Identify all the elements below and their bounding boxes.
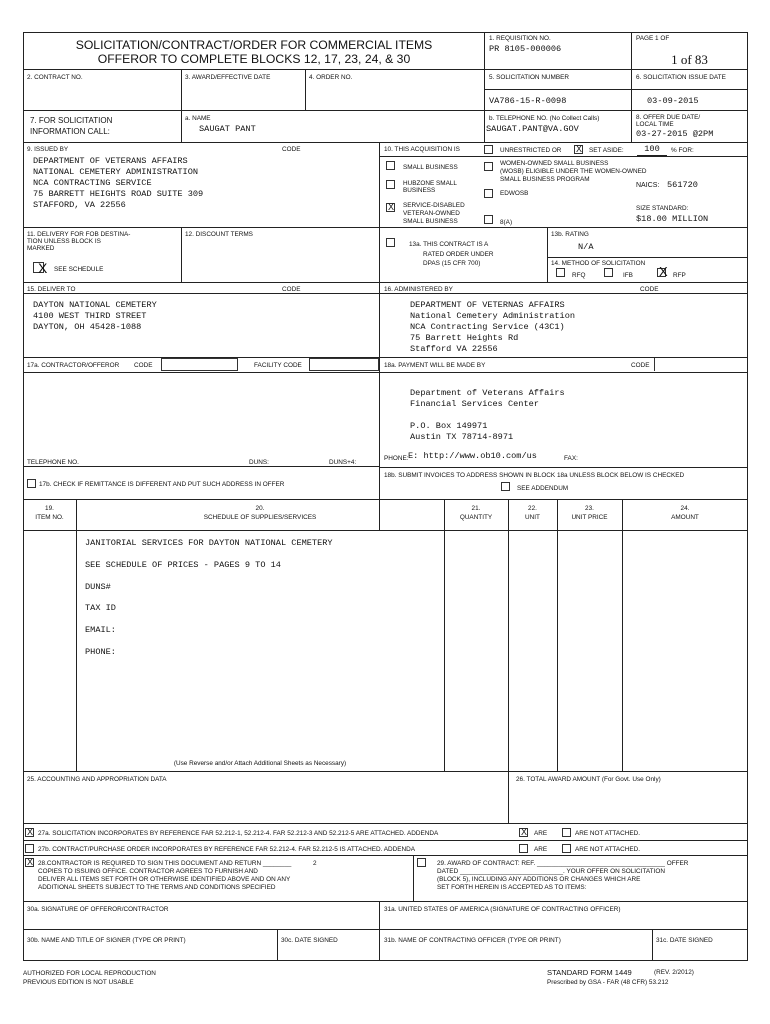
col-schedule-num: 20.	[255, 505, 265, 512]
rule	[23, 142, 748, 143]
administered-by-line[interactable]: Stafford VA 22556	[410, 344, 498, 354]
payment-code-label: CODE	[631, 362, 650, 369]
administered-by-code-label: CODE	[640, 286, 659, 293]
col-quantity-header: QUANTITY	[459, 514, 493, 521]
remittance-checkbox[interactable]	[27, 479, 36, 488]
rfp-label: RFP	[673, 272, 686, 279]
rfp-check-mark: X	[659, 264, 668, 279]
rule	[23, 110, 748, 111]
name-value[interactable]: SAUGAT PANT	[199, 124, 256, 134]
rule	[444, 499, 445, 771]
see-addendum-label: SEE ADDENDUM	[517, 485, 569, 492]
phone-label: PHONE:	[384, 455, 409, 462]
payment-line[interactable]: Austin TX 78714-8971	[410, 432, 514, 442]
col-amount-header: AMOUNT	[671, 514, 699, 521]
naics-value[interactable]: 561720	[667, 180, 698, 190]
far-27b-are-not-label: ARE NOT ATTACHED.	[575, 846, 640, 853]
rule	[76, 499, 77, 771]
see-schedule-label: SEE SCHEDULE	[54, 266, 104, 273]
fob-label: 11. DELIVERY FOR FOB DESTINA-	[27, 231, 131, 238]
hubzone-checkbox[interactable]	[386, 180, 395, 189]
payment-line[interactable]: Department of Veterans Affairs	[410, 388, 565, 398]
block28-copies-value[interactable]: 2	[313, 860, 317, 867]
unrestricted-label: UNRESTRICTED OR	[500, 147, 562, 154]
rule	[277, 929, 278, 961]
solicitation-no-label: 5. SOLICITATION NUMBER	[489, 74, 570, 81]
issue-date-value[interactable]: 03-09-2015	[647, 96, 699, 106]
col-schedule-header: SCHEDULE OF SUPPLIES/SERVICES	[203, 514, 317, 521]
requisition-no-label: 1. REQUISITION NO.	[489, 35, 551, 42]
far-27b-are-checkbox[interactable]	[519, 844, 528, 853]
for-solicitation-label-2: INFORMATION CALL:	[30, 127, 110, 136]
rule	[23, 282, 748, 283]
col-amount-num: 24.	[680, 505, 690, 512]
payment-code-field[interactable]	[654, 358, 749, 371]
block28-line: ADDITIONAL SHEETS SUBJECT TO THE TERMS AND CONDITIONS SPECIFIED	[38, 884, 276, 891]
hubzone-label: HUBZONE SMALL	[403, 180, 457, 187]
schedule-item[interactable]: JANITORIAL SERVICES FOR DAYTON NATIONAL CEMETERY	[85, 538, 333, 548]
rule	[23, 823, 748, 824]
col-item-no-num: 19.	[45, 505, 54, 512]
rule	[547, 257, 748, 258]
facility-code-label: FACILITY CODE	[254, 362, 302, 369]
block28-line: DELIVER ALL ITEMS SET FORTH OR OTHERWISE IDENTIFIED ABOVE AND ON ANY	[38, 876, 291, 883]
rated-order-checkbox[interactable]	[386, 238, 395, 247]
requisition-no-value[interactable]: PR 8105-000006	[489, 44, 562, 54]
set-aside-check-mark: X	[576, 144, 583, 154]
sdvosb-check-mark: X	[388, 202, 395, 212]
wosb-label: WOMEN-OWNED SMALL BUSINESS	[500, 160, 609, 167]
rule	[379, 901, 380, 961]
far-27b-are-label: ARE	[534, 846, 548, 853]
footer-previous-edition: PREVIOUS EDITION IS NOT USABLE	[23, 979, 134, 986]
rating-label: 13b. RATING	[551, 231, 589, 238]
see-schedule-check-mark: X	[38, 260, 48, 276]
offeror-signature-label: 30a. SIGNATURE OF OFFEROR/CONTRACTOR	[27, 906, 169, 913]
rule	[23, 929, 748, 930]
sdvosb-label-3: SMALL BUSINESS	[403, 218, 458, 225]
offer-due-label: 8. OFFER DUE DATE/	[636, 114, 701, 121]
page-of-label: PAGE 1 OF	[636, 35, 670, 42]
far-27a-are-not-checkbox[interactable]	[562, 828, 571, 837]
for-solicitation-label: 7. FOR SOLICITATION	[30, 116, 113, 125]
rated-order-label: 13a. THIS CONTRACT IS A	[409, 241, 489, 248]
schedule-item[interactable]: PHONE:	[85, 647, 116, 657]
hubzone-label-2: BUSINESS	[403, 187, 436, 194]
issued-by-code-label: CODE	[282, 146, 301, 153]
contractor-label: 17a. CONTRACTOR/OFFEROR	[27, 362, 120, 369]
form-subtitle: OFFEROR TO COMPLETE BLOCKS 12, 17, 23, 24, & 30	[97, 52, 411, 66]
co-date-label: 31c. DATE SIGNED	[656, 937, 713, 944]
set-aside-label: SET ASIDE:	[589, 147, 624, 154]
far-27b-checkbox[interactable]	[25, 844, 34, 853]
telephone-no-label: TELEPHONE NO.	[27, 459, 79, 466]
deliver-to-line[interactable]: DAYTON, OH 45428-1088	[33, 322, 142, 332]
issued-by-line[interactable]: 75 BARRETT HEIGHTS ROAD SUITE 309	[33, 189, 204, 199]
col-unit-price-header: UNIT PRICE	[571, 514, 608, 521]
payment-line[interactable]: P.O. Box 149971	[410, 421, 488, 431]
edwosb-label: EDWOSB	[500, 190, 529, 197]
size-standard-label: SIZE STANDARD:	[636, 205, 689, 212]
form-title: SOLICITATION/CONTRACT/ORDER FOR COMMERCIAL ITEMS	[75, 38, 433, 52]
block28-line: 28.CONTRACTOR IS REQUIRED TO SIGN THIS DOCUMENT AND RETURN ________	[38, 860, 292, 867]
far-27a-label: 27a. SOLICITATION INCORPORATES BY REFERENCE FAR 52.212-1, 52.212-4. FAR 52.212-3 AND 52.212-5 ARE ATTACHED. ADDENDA	[38, 830, 439, 837]
total-award-label: 26. TOTAL AWARD AMOUNT (For Govt. Use Only)	[516, 776, 661, 783]
schedule-note: (Use Reverse and/or Attach Additional Sheets as Necessary)	[173, 760, 347, 767]
footer-revision: (REV. 2/2012)	[654, 969, 694, 976]
wosb-label-2: (WOSB) ELIGIBLE UNDER THE WOMEN-OWNED	[500, 168, 647, 175]
phone-value[interactable]: E: http://www.ob10.com/us	[408, 451, 537, 461]
method-label: 14. METHOD OF SOLICITATION	[551, 260, 646, 267]
rule	[508, 499, 509, 771]
col-quantity-num: 21.	[471, 505, 481, 512]
issue-date-label: 6. SOLICITATION ISSUE DATE	[636, 74, 726, 81]
footer-form-number: STANDARD FORM 1449	[547, 968, 632, 977]
schedule-item[interactable]: DUNS#	[85, 582, 111, 592]
deliver-to-code-label: CODE	[282, 286, 301, 293]
block29-checkbox[interactable]	[417, 858, 426, 867]
set-aside-percent-value: 100	[644, 144, 660, 154]
contractor-code-label: CODE	[134, 362, 153, 369]
rule	[181, 227, 182, 282]
page-count[interactable]: 1 of 83	[671, 52, 708, 67]
ifb-label: IFB	[623, 272, 633, 279]
offer-due-label-2: LOCAL TIME	[636, 121, 674, 128]
sdvosb-label: SERVICE-DISABLED	[403, 202, 465, 209]
col-item-no-header: ITEM NO.	[35, 514, 64, 521]
col-unit-num: 22.	[528, 505, 537, 512]
remittance-label: 17b. CHECK IF REMITTANCE IS DIFFERENT AND PUT SUCH ADDRESS IN OFFER	[39, 481, 285, 488]
rated-order-label-3: DPAS (15 CFR 700)	[423, 260, 481, 267]
accounting-label: 25. ACCOUNTING AND APPROPRIATION DATA	[27, 776, 167, 783]
far-27a-check-mark: X	[27, 827, 34, 837]
rule	[379, 142, 380, 530]
rule	[622, 499, 623, 771]
signer-date-label: 30c. DATE SIGNED	[281, 937, 338, 944]
rated-order-label-2: RATED ORDER UNDER	[423, 251, 494, 258]
percent-for-label: % FOR:	[671, 147, 694, 154]
edwosb-checkbox[interactable]	[484, 189, 493, 198]
block29-line: SET FORTH HEREIN IS ACCEPTED AS TO ITEMS:	[437, 884, 587, 891]
rule	[508, 771, 509, 823]
deliver-to-line[interactable]: DAYTON NATIONAL CEMETERY	[33, 300, 157, 310]
size-standard-value[interactable]: $18.00 MILLION	[636, 214, 709, 224]
small-business-label: SMALL BUSINESS	[403, 164, 458, 171]
rule	[23, 840, 748, 841]
rule	[23, 372, 748, 373]
issued-by-line[interactable]: NCA CONTRACTING SERVICE	[33, 178, 152, 188]
contract-no-label: 2. CONTRACT NO.	[27, 74, 83, 81]
rule	[379, 467, 748, 468]
far-27a-are-not-label: ARE NOT ATTACHED.	[575, 830, 640, 837]
unrestricted-checkbox[interactable]	[484, 145, 493, 154]
sdvosb-label-2: VETERAN-OWNED	[403, 210, 460, 217]
rule	[23, 499, 748, 500]
administered-by-line[interactable]: 75 Barrett Heights Rd	[410, 333, 519, 343]
rule	[557, 499, 558, 771]
administered-by-line[interactable]: NCA Contracting Service (43C1)	[410, 322, 565, 332]
co-name-label: 31b. NAME OF CONTRACTING OFFICER (TYPE OR PRINT)	[384, 937, 561, 944]
administered-by-label: 16. ADMINISTERED BY	[384, 286, 453, 293]
fob-label-3: MARKED	[27, 245, 55, 252]
schedule-item[interactable]: SEE SCHEDULE OF PRICES - PAGES 9 TO 14	[85, 560, 281, 570]
acquisition-label: 10. THIS ACQUISITION IS	[384, 146, 460, 153]
rule	[23, 227, 748, 228]
wosb-checkbox[interactable]	[484, 162, 493, 171]
administered-by-line[interactable]: DEPARTMENT OF VETERNAS AFFAIRS	[410, 300, 565, 310]
payment-label: 18a. PAYMENT WILL BE MADE BY	[384, 362, 486, 369]
fax-label: FAX:	[564, 455, 578, 462]
name-label: a. NAME	[185, 115, 211, 122]
rule	[547, 227, 548, 282]
administered-by-line[interactable]: National Cemetery Administration	[410, 311, 576, 321]
see-addendum-checkbox[interactable]	[501, 482, 510, 491]
block29-line: 29. AWARD OF CONTRACT: REF. ____________________________________ OFFER	[437, 860, 689, 867]
duns4-label: DUNS+4:	[329, 459, 357, 466]
wosb-label-3: SMALL BUSINESS PROGRAM	[500, 176, 590, 183]
submit-invoices-label: 18b. SUBMIT INVOICES TO ADDRESS SHOWN IN BLOCK 18a UNLESS BLOCK BELOW IS CHECKED	[384, 472, 685, 479]
col-unit-header: UNIT	[525, 514, 540, 521]
rule	[23, 771, 748, 772]
rule	[23, 357, 748, 358]
rule	[23, 69, 748, 70]
deliver-to-label: 15. DELIVER TO	[27, 286, 76, 293]
ifb-checkbox[interactable]	[604, 268, 613, 277]
footer-authorized: AUTHORIZED FOR LOCAL REPRODUCTION	[23, 970, 156, 977]
issued-by-line[interactable]: STAFFORD, VA 22556	[33, 200, 126, 210]
order-no-label: 4. ORDER NO.	[309, 74, 353, 81]
naics-label: NAICS:	[636, 182, 660, 189]
schedule-item[interactable]: EMAIL:	[85, 625, 116, 635]
rfq-label: RFQ	[572, 272, 586, 279]
facility-code-field[interactable]	[309, 358, 379, 371]
rule	[484, 89, 748, 90]
rfq-checkbox[interactable]	[556, 268, 565, 277]
far-27a-are-label: ARE	[534, 830, 548, 837]
rule	[379, 156, 748, 157]
far-27b-label: 27b. CONTRACT/PURCHASE ORDER INCORPORATES BY REFERENCE FAR 52.212-4. FAR 52.212-5 IS ATTACHED. ADDENDA	[38, 846, 416, 853]
block29-line: DATED _____________________________. YOUR OFFER ON SOLICITATION	[437, 868, 665, 875]
solicitation-no-value[interactable]: VA786-15-R-0098	[489, 96, 567, 106]
block28-check-mark: X	[27, 857, 34, 867]
rule	[631, 32, 632, 142]
discount-terms-label: 12. DISCOUNT TERMS	[185, 231, 253, 238]
contractor-code-field[interactable]	[161, 358, 238, 371]
block28-line: COPIES TO ISSUING OFFICE. CONTRACTOR AGREES TO FURNISH AND	[38, 868, 258, 875]
fob-label-2: TION UNLESS BLOCK IS	[27, 238, 101, 245]
rule	[413, 855, 414, 901]
col-unit-price-num: 23.	[585, 505, 594, 512]
small-business-checkbox[interactable]	[386, 161, 395, 170]
rating-value[interactable]: N/A	[578, 242, 594, 252]
rule	[23, 901, 748, 902]
far-27a-are-check-mark: X	[521, 827, 528, 837]
eighta-checkbox[interactable]	[484, 215, 493, 224]
rule	[484, 32, 485, 142]
rule	[305, 69, 306, 110]
deliver-to-line[interactable]: 4100 WEST THIRD STREET	[33, 311, 147, 321]
schedule-item[interactable]: TAX ID	[85, 603, 116, 613]
eighta-label: 8(A)	[500, 219, 513, 226]
rule	[652, 929, 653, 961]
payment-line[interactable]: Financial Services Center	[410, 399, 539, 409]
co-signature-label: 31a. UNITED STATES OF AMERICA (SIGNATURE OF CONTRACTING OFFICER)	[384, 906, 621, 913]
issued-by-line[interactable]: NATIONAL CEMETERY ADMINISTRATION	[33, 167, 199, 177]
issued-by-line[interactable]: DEPARTMENT OF VETERANS AFFAIRS	[33, 156, 188, 166]
block29-line: (BLOCK 5), INCLUDING ANY ADDITIONS OR CHANGES WHICH ARE	[437, 876, 641, 883]
award-date-label: 3. AWARD/EFFECTIVE DATE	[185, 74, 271, 81]
rule	[23, 530, 748, 531]
duns-label: DUNS:	[249, 459, 269, 466]
telephone-label: b. TELEPHONE NO. (No Collect Calls)	[489, 115, 600, 122]
signer-name-label: 30b. NAME AND TITLE OF SIGNER (TYPE OR PRINT)	[27, 937, 186, 944]
rule	[181, 69, 182, 142]
far-27b-are-not-checkbox[interactable]	[562, 844, 571, 853]
telephone-value[interactable]: SAUGAT.PANT@VA.GOV	[486, 124, 579, 134]
offer-due-value[interactable]: 03-27-2015 @2PM	[636, 129, 714, 139]
issued-by-label: 9. ISSUED BY	[27, 146, 69, 153]
footer-prescribed: Prescribed by GSA - FAR (48 CFR) 53.212	[547, 979, 669, 986]
rule	[23, 855, 748, 856]
